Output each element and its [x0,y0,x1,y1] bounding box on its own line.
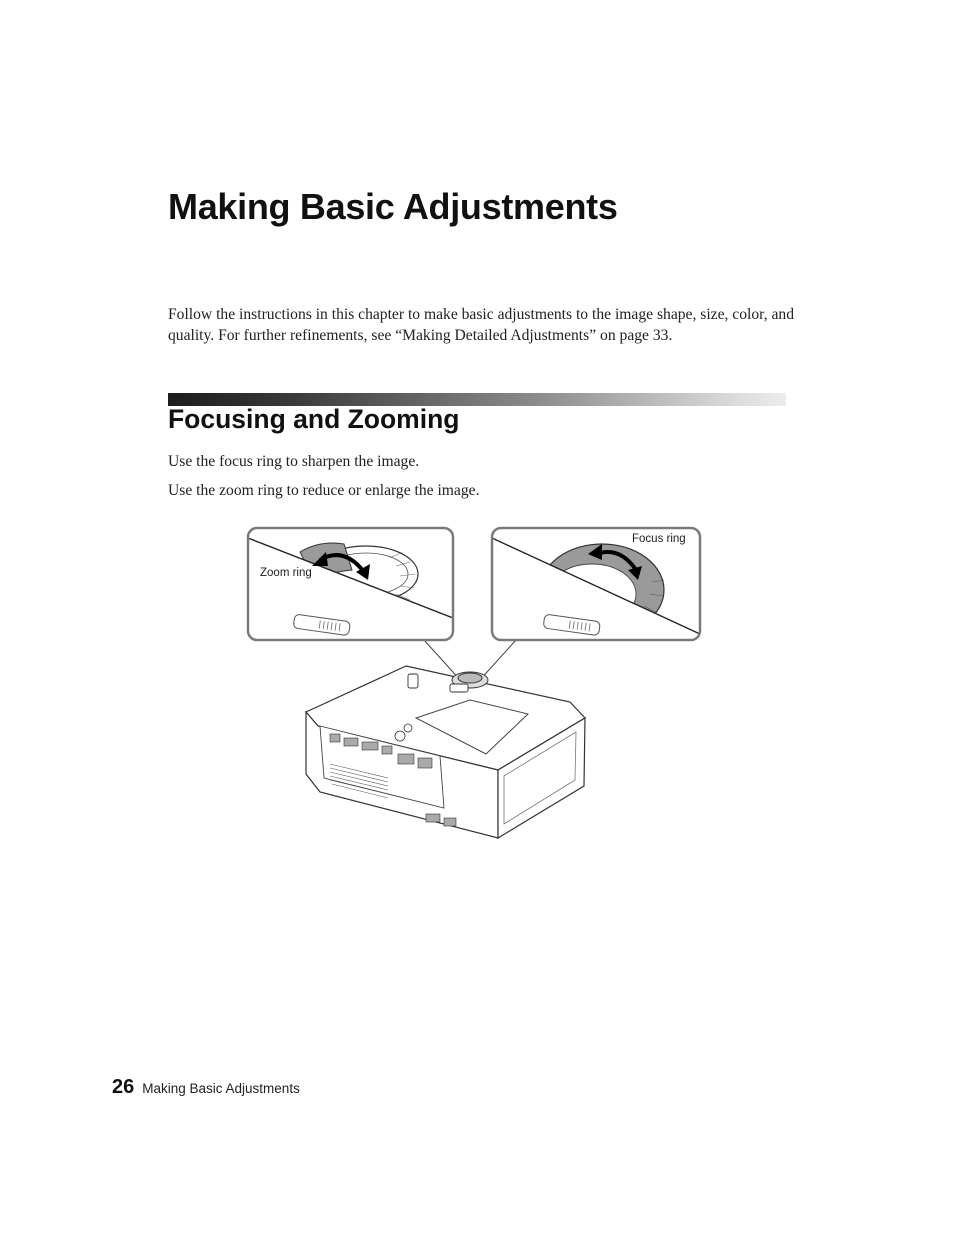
footer-title: Making Basic Adjustments [142,1081,300,1096]
focus-ring-label: Focus ring [632,533,686,545]
focus-ring-detail [492,528,700,640]
zoom-ring-detail [248,528,453,640]
zoom-instruction: Use the zoom ring to reduce or enlarge the image. [168,482,480,499]
projector-illustration [240,522,710,852]
intro-paragraph: Follow the instructions in this chapter to make basic adjustments to the image shape, size, color, and quality. For further refinements, see “Making Detailed Adjustments” on page 33. [168,306,795,344]
chapter-title: Making Basic Adjustments [168,186,618,227]
section-title: Focusing and Zooming [168,404,460,434]
zoom-ring-label: Zoom ring [260,567,312,579]
page-number: 26 [112,1076,135,1098]
projector-body [306,666,585,838]
focus-instruction: Use the focus ring to sharpen the image. [168,453,420,470]
page-footer [112,1076,300,1099]
